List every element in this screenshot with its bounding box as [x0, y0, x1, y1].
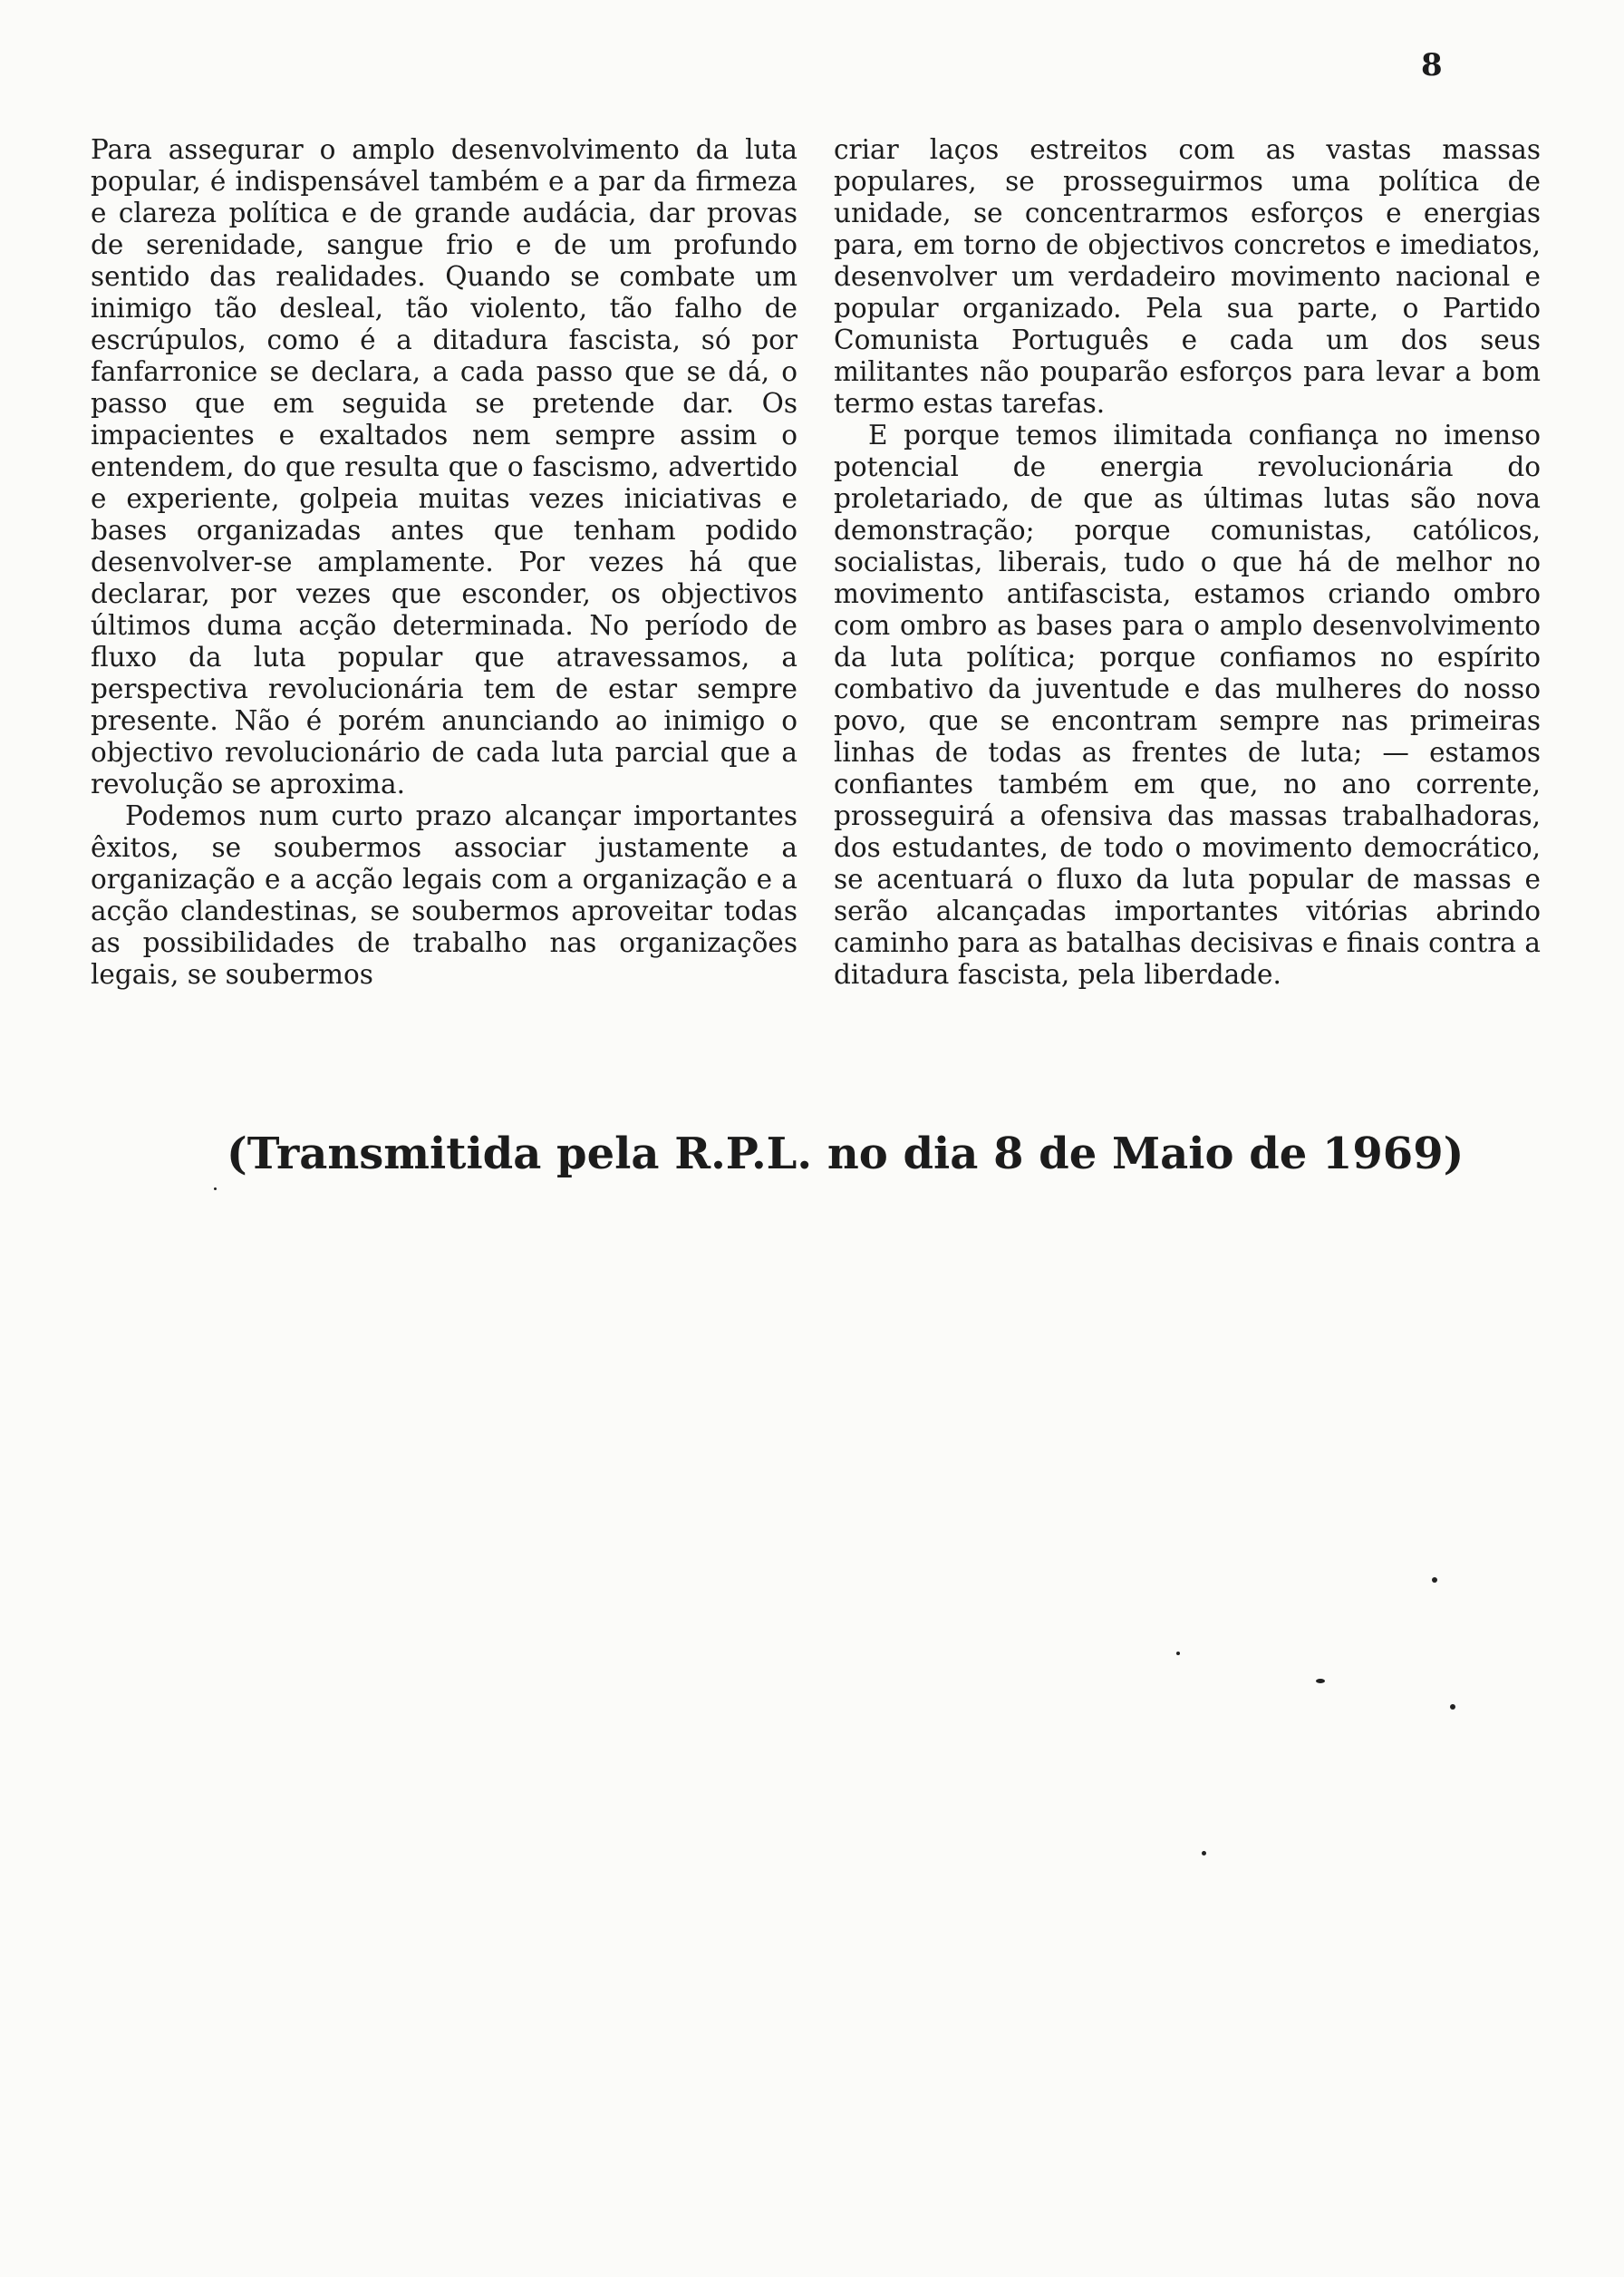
left-column: [91, 134, 798, 991]
broadcast-note: (Transmitida pela R.P.L. no dia 8 de Maio de 1969): [227, 1129, 1464, 1179]
scan-speck: [1432, 1577, 1437, 1583]
right-paragraph-1: criar laços estreitos com as vastas massas populares, se prosseguirmos uma política de unidade, se concentrarmos esforços e energias para, em torno de objectivos concretos e imediatos, desenvolver um verdadeiro movimento nacional e popular organizado. Pela sua parte, o Partido Comunista Português e cada um dos seus militantes não pouparão esforços para levar a bom termo estas tarefas.: [834, 134, 1541, 419]
scan-speck: [1316, 1679, 1325, 1683]
scan-speck: [1202, 1851, 1206, 1856]
scan-speck: [1450, 1704, 1455, 1710]
page-number: 8: [1421, 47, 1443, 83]
left-paragraph-2: Podemos num curto prazo alcançar importantes êxitos, se soubermos associar justamente a organização e a acção legais com a organização e a acção clandestinas, se soubermos aproveitar todas as possibilidades de trabalho nas organizações legais, se soubermos: [91, 800, 798, 990]
right-column: [834, 134, 1541, 991]
scan-speck: [1176, 1652, 1180, 1655]
right-paragraph-2: E porque temos ilimitada confiança no imenso potencial de energia revolucionária do proletariado, de que as últimas lutas são nova demonstração; porque comunistas, católicos, socialistas, liberais, tudo o que há de melhor no movimento antifascista, estamos criando ombro com ombro as bases para o amplo desenvolvimento da luta política; porque confiamos no espírito combativo da juventude e das mulheres do nosso povo, que se encontram sempre nas primeiras linhas de todas as frentes de luta; — estamos confiantes também em que, no ano corrente, prosseguirá a ofensiva das massas trabalhadoras, dos estudantes, de todo o movimento democrático, se acentuará o fluxo da luta popular de massas e serão alcançadas importantes vitórias abrindo caminho para as batalhas decisivas e finais contra a ditadura fascista, pela liberdade.: [834, 420, 1541, 990]
left-paragraph-1: Para assegurar o amplo desenvolvimento da luta popular, é indispensável também e a par da firmeza e clareza política e de grande audácia, dar provas de serenidade, sangue frio e de um profundo sentido das realidades. Quando se combate um inimigo tão desleal, tão violento, tão falho de escrúpulos, como é a ditadura fascista, só por fanfarronice se declara, a cada passo que se dá, o passo que em seguida se pretende dar. Os impacientes e exaltados nem sempre assim o entendem, do que resulta que o fascismo, advertido e experiente, golpeia muitas vezes iniciativas e bases organizadas antes que tenham podido desenvolver-se amplamente. Por vezes há que declarar, por vezes que esconder, os objectivos últimos duma acção determinada. No período de fluxo da luta popular que atravessamos, a perspectiva revolucionária tem de estar sempre presente. Não é porém anunciando ao inimigo o objectivo revolucionário de cada luta parcial que a revolução se aproxima.: [91, 134, 798, 799]
text-columns: [91, 134, 1541, 991]
scan-speck: [214, 1187, 217, 1190]
